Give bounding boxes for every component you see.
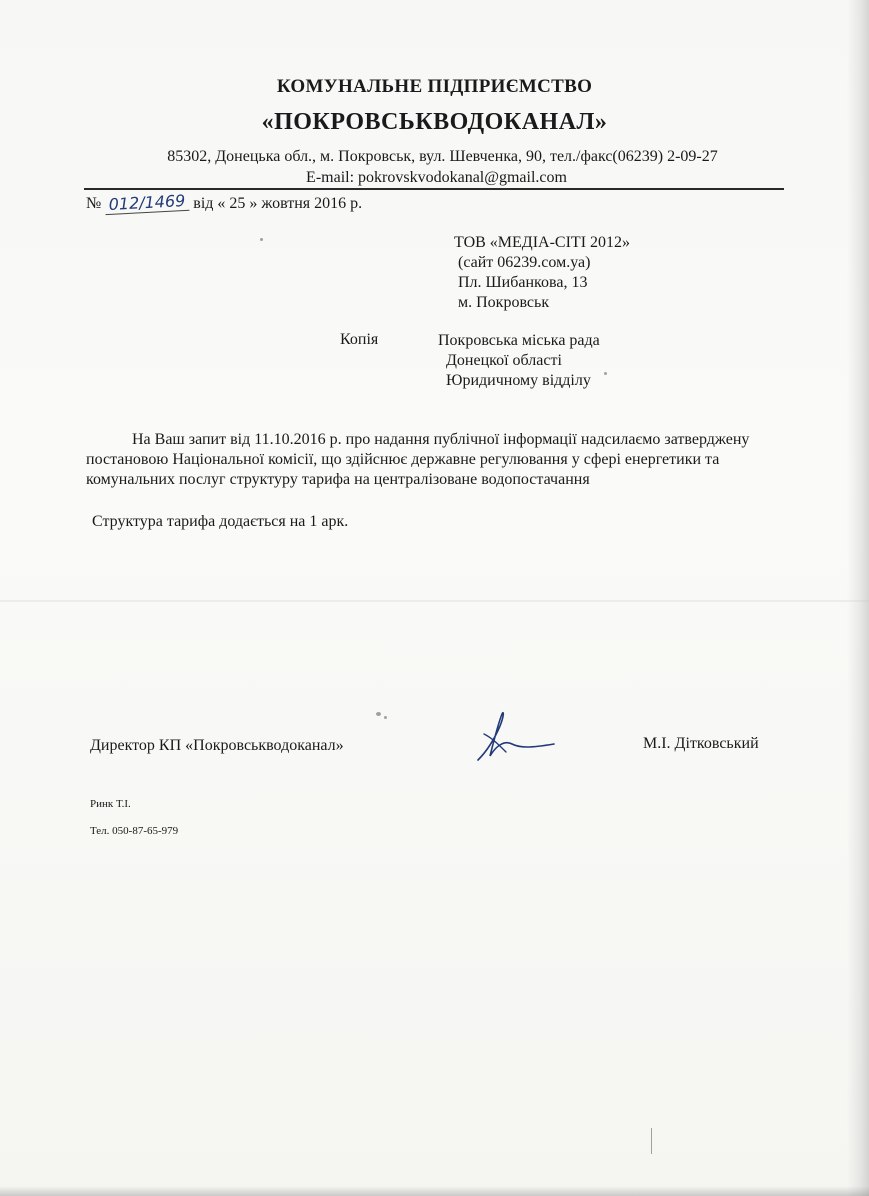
recipient-block: [454, 233, 630, 313]
org-type-heading: КОМУНАЛЬНЕ ПІДПРИЄМСТВО: [276, 76, 593, 97]
signer-position: Директор КП «Покровськводоканал»: [90, 737, 344, 754]
copy-label: Копія: [340, 331, 379, 348]
scan-edge-bottom: [0, 1186, 869, 1196]
reference-number-prefix: №: [86, 195, 102, 212]
org-email: E-mail: pokrovskvodokanal@gmail.com: [306, 169, 567, 186]
executor-phone: Тел. 050-87-65-979: [90, 825, 179, 837]
org-name-heading: «ПОКРОВСЬКВОДОКАНАЛ»: [261, 109, 608, 135]
scan-speck: [384, 716, 387, 719]
handwritten-signature: [460, 700, 560, 770]
reference-number-handwritten: 012/1469: [105, 191, 190, 215]
recipient-line: Пл. Шибанкова, 13: [454, 274, 588, 291]
attachment-note: Структура тарифа додається на 1 арк.: [92, 513, 349, 530]
scan-speck: [376, 712, 381, 716]
scan-speck: [604, 372, 607, 375]
reference-line: [86, 193, 362, 213]
body-text: На Ваш запит від 11.10.2016 р. про надання публічної інформації надсилаємо затверджену постановою Національної комісії, що здійснює державне регулювання у сфері енергетики та комунальних послуг структуру тарифа на централізоване водопостачання: [86, 431, 750, 488]
scan-speck: [651, 1128, 652, 1154]
copy-line: Юридичному відділу: [438, 372, 591, 389]
signer-name: М.І. Дітковський: [643, 735, 759, 752]
fold-line: [0, 600, 869, 602]
copy-line: Донецкої області: [438, 352, 562, 369]
recipient-line: (сайт 06239.сом.уа): [454, 254, 591, 271]
recipient-line: ТОВ «МЕДІА-СІТІ 2012»: [454, 234, 631, 251]
copy-line: Покровська міська рада: [438, 332, 600, 349]
recipient-line: м. Покровськ: [454, 294, 550, 311]
letterhead-divider: [84, 188, 784, 190]
org-address: 85302, Донецька обл., м. Покровськ, вул. Шевченка, 90, тел./факс(06239) 2-09-27: [167, 148, 718, 165]
copy-recipient-block: [438, 331, 600, 391]
body-paragraph: [86, 430, 766, 490]
scan-speck: [260, 238, 263, 241]
reference-date: від « 25 » жовтня 2016 р.: [193, 195, 363, 212]
executor-name: Ринк Т.І.: [90, 798, 131, 810]
